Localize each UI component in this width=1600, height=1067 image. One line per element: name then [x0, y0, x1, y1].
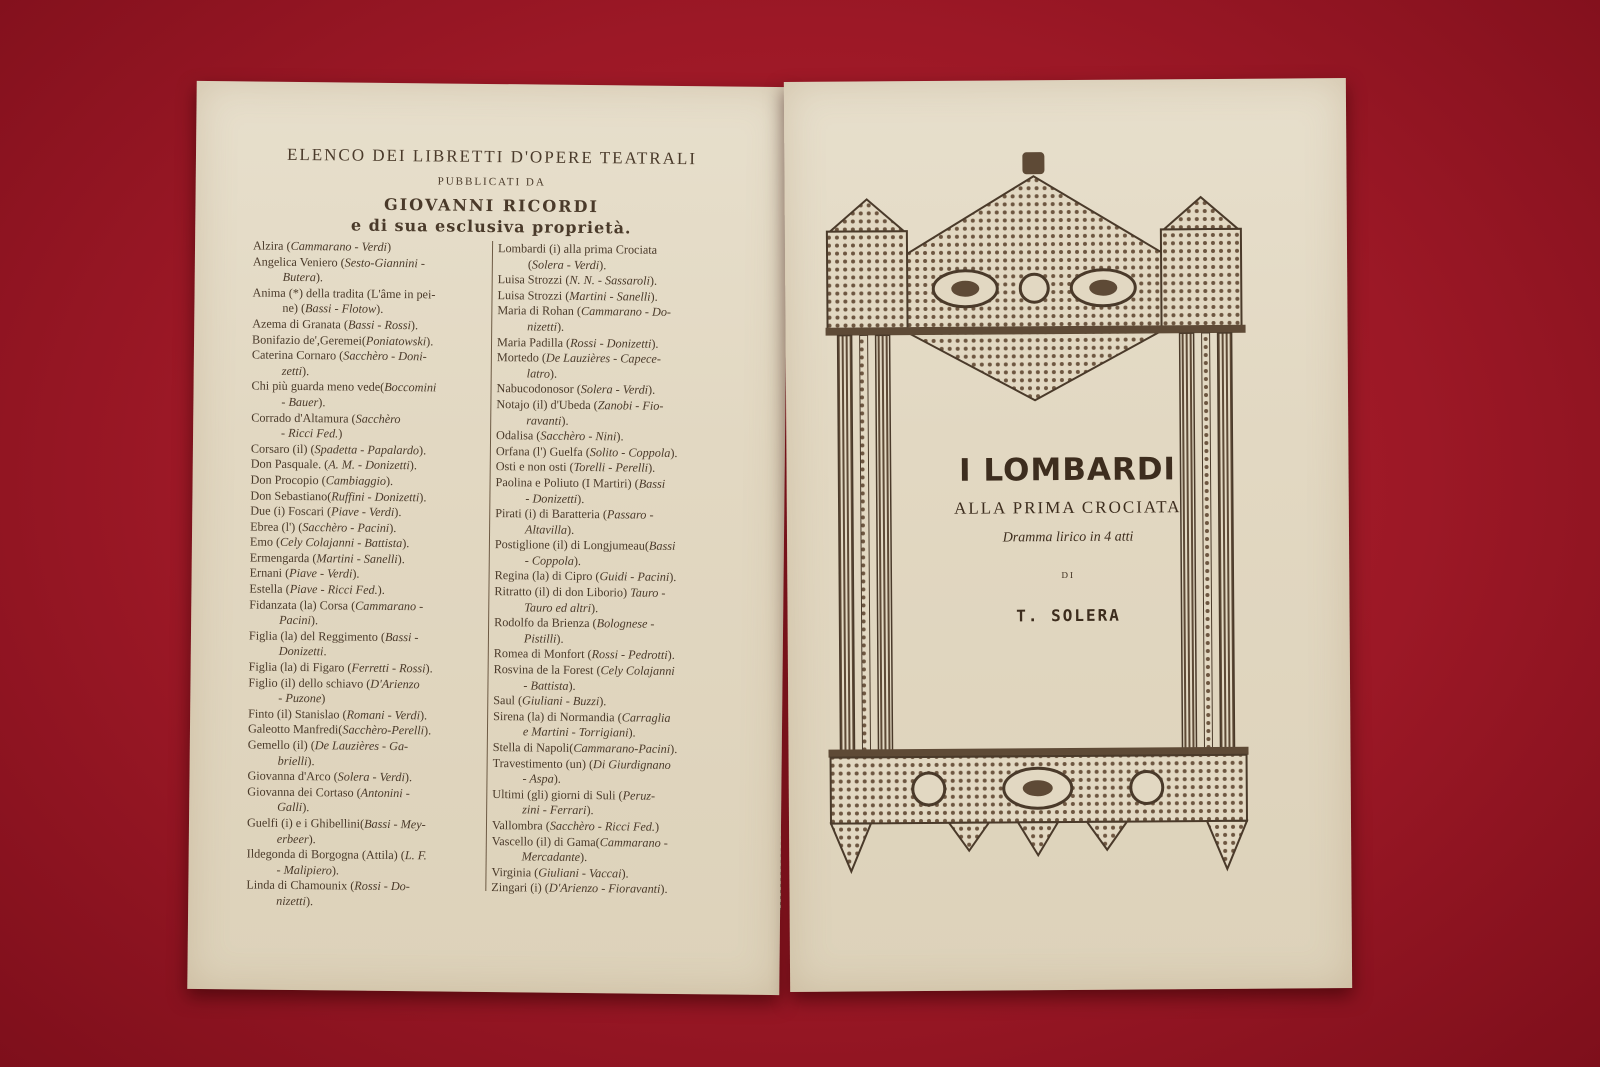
libretto-title: Corrado d'Altamura ( — [251, 410, 356, 426]
libretto-title: Rosvina de la Forest ( — [493, 662, 601, 678]
libretto-authors: - Donizetti — [525, 490, 578, 506]
libretto-title: Luisa Strozzi ( — [497, 272, 570, 288]
libretto-authors: Donizetti — [278, 644, 324, 659]
libretto-end: ). — [573, 553, 582, 568]
libretto-end: ). — [352, 567, 360, 582]
libretto-authors: latro — [526, 366, 551, 381]
libretto-authors: - Puzone — [278, 691, 322, 706]
opera-title: I LOMBARDI — [958, 451, 1177, 489]
libretto-title: Figlio (il) dello schiavo ( — [248, 675, 371, 691]
libretto-title: Ernani ( — [249, 565, 290, 581]
libretto-end: ). — [650, 289, 658, 304]
libretto-title: Stella di Napoli( — [492, 740, 574, 755]
libretto-entry — [246, 893, 486, 911]
libretto-title: Figlia (la) del Reggimento ( — [248, 628, 386, 644]
libretto-authors: ravanti — [526, 412, 562, 428]
libretto-end: ). — [667, 648, 675, 663]
libretto-end: ). — [402, 536, 410, 551]
libretto-authors: Rossi - Donizetti — [570, 335, 652, 351]
libretto-end: ). — [423, 723, 432, 738]
libretto-title: Vallombra ( — [491, 818, 550, 833]
libretto-end: ). — [409, 458, 418, 473]
libretto-title: Estella ( — [249, 581, 290, 596]
libretto-title: Ildegonda di Borgogna (Attila) ( — [246, 846, 405, 863]
libretto-title: Postiglione (il) di Longjumeau( — [494, 537, 650, 553]
libretto-authors: L. F. — [404, 848, 427, 863]
opera-genre: Dramma lirico in 4 atti — [1002, 529, 1134, 546]
libretto-authors: Sacchèro — [355, 411, 401, 426]
libretto-end: ). — [305, 894, 314, 909]
libretto-authors: Pistilli — [523, 631, 557, 646]
libretto-title: Travestimento (un) ( — [492, 755, 594, 771]
libretto-title: Angelica Veniero ( — [252, 254, 345, 270]
libretto-authors: N. N. - Sassaroli — [569, 273, 651, 288]
libretto-authors: Giuliani - Buzzi — [522, 693, 600, 709]
libretto-authors: Boccomini — [384, 380, 437, 395]
libretto-title: Due (i) Foscari ( — [250, 503, 332, 519]
libretto-authors: Romani - Verdi — [346, 707, 421, 723]
libretto-authors: nizetti — [276, 893, 307, 909]
libretto-title: Finto (il) Stanislao ( — [248, 706, 347, 722]
libretto-title: Alzira ( — [252, 238, 291, 253]
libretto-end: ). — [556, 319, 565, 334]
libretto-end: ). — [649, 273, 658, 288]
libretto-authors: Antonini - — [360, 785, 410, 800]
libretto-authors: zetti — [281, 363, 303, 378]
libretto-end: ). — [556, 631, 564, 646]
libretto-authors: Altavilla — [525, 522, 568, 537]
left-tower-top — [827, 231, 908, 332]
libretto-end: ). — [651, 336, 659, 351]
libretto-authors: Spadetta - Papalardo — [314, 441, 420, 457]
libretto-authors: Ferretti - Rossi — [351, 660, 426, 676]
libretto-end: ). — [628, 725, 636, 740]
libretto-end: ). — [397, 551, 405, 567]
libretto-authors: Bassi - — [384, 629, 419, 645]
libretto-authors: Martini - Sanelli — [316, 551, 398, 566]
libretto-title: Saul ( — [493, 693, 523, 708]
libretto-authors: Sacchèro-Perelli — [342, 722, 425, 738]
top-crest — [894, 151, 1174, 401]
libretti-list-right — [491, 241, 738, 898]
libretto-title: Gemello (il) ( — [247, 737, 315, 753]
libretto-authors: - Coppola — [524, 553, 574, 568]
libretto-authors: Cammarano - — [355, 598, 424, 613]
libretto-authors: Solito - Coppola — [589, 444, 671, 460]
right-tower-top — [1161, 229, 1242, 330]
libretto-title: Rodolfo da Brienza ( — [494, 615, 597, 631]
left-page-catalogue — [187, 81, 788, 995]
libretto-title: Orfana (l') Guelfa ( — [495, 443, 590, 459]
libretto-authors: Solera - Verdi — [580, 382, 649, 398]
libretto-authors: Sesto-Giannini - — [344, 255, 426, 270]
libretto-authors: zini - Ferrari — [522, 802, 587, 818]
libretto-end: ). — [302, 800, 310, 815]
published-by-label: PUBBLICATI DA — [437, 175, 546, 189]
libretto-end: ) — [321, 691, 326, 706]
libretto-authors: - Battista — [523, 678, 569, 693]
libretto-authors: Sacchèro - Ricci Fed. — [549, 818, 656, 834]
libretto-end: ). — [394, 505, 402, 520]
libretto-title: Ermengarda ( — [249, 550, 317, 566]
libretto-title: Linda di Chamounix ( — [246, 877, 355, 893]
libretto-end: ) — [654, 819, 660, 834]
libretto-authors: Bassi - Flotow — [304, 301, 377, 317]
libretto-authors: - Aspa — [522, 771, 554, 786]
libretto-authors: Rossi - Do- — [354, 878, 410, 894]
libretto-end: ). — [404, 770, 413, 785]
libretto-authors: D'Arienzo - Fioravanti — [548, 881, 661, 897]
libretto-title: Nabucodonosor ( — [496, 381, 581, 397]
libretto-title: Odalisa ( — [496, 428, 541, 443]
libretto-title: Notajo (il) d'Ubeda ( — [496, 397, 598, 413]
libretto-end: ). — [670, 445, 678, 460]
libretto-authors: Solera - Verdi — [337, 769, 406, 785]
libretto-title: Azema di Granata ( — [252, 316, 349, 332]
libretto-end: ). — [648, 460, 656, 476]
libretto-entry — [491, 880, 731, 898]
libretto-end: ). — [591, 600, 599, 615]
libretto-authors: Rossi - Pedrotti — [591, 647, 668, 663]
libretto-authors: Cely Colajanni - Battista — [279, 535, 403, 551]
libretto-title: Figlia (la) di Figaro ( — [248, 659, 352, 675]
libretto-authors: nizetti — [527, 319, 558, 334]
libretto-title: Don Pasquale. ( — [250, 456, 329, 472]
libretto-authors: De Lauzières - Ga- — [314, 738, 409, 754]
libretto-authors: D'Arienzo — [370, 676, 420, 691]
libretto-authors: Giuliani - Vaccai — [538, 865, 622, 881]
libretto-title: Mortedo ( — [496, 350, 547, 365]
libretto-authors: Sacchèro - Pacini — [302, 519, 390, 535]
libretto-authors: Tauro - — [630, 585, 666, 600]
libretto-authors: Guidi - Pacini — [599, 569, 670, 585]
publisher-name: GIOVANNI RICORDI — [383, 194, 599, 217]
libretto-title: Giovanna dei Cortaso ( — [247, 784, 361, 800]
libretto-end: ). — [648, 383, 656, 398]
libretto-title: Giovanna d'Arco ( — [247, 768, 338, 784]
libretto-title: ne) ( — [282, 301, 306, 316]
libretto-title: Galeotto Manfredi( — [247, 721, 343, 737]
libretto-authors: erbeer — [276, 831, 309, 846]
librettist-name: T. SOLERA — [1016, 605, 1121, 626]
libretto-end: ). — [426, 333, 434, 348]
libretto-authors: Galli — [277, 800, 303, 815]
catalogue-heading: ELENCO DEI LIBRETTI D'OPERE TEATRALI — [286, 144, 698, 169]
libretto-end: ). — [318, 395, 326, 410]
libretto-title: Bonifazio de',Geremei( — [251, 332, 367, 348]
libretto-title: Chi più guarda meno vede( — [251, 378, 385, 395]
libretto-title: Maria di Rohan ( — [497, 303, 582, 319]
by-label: DI — [1061, 569, 1076, 581]
libretto-authors: Cammarano - Do- — [580, 304, 672, 320]
libretto-authors: - Bauer — [281, 394, 319, 410]
libretto-authors: Butera — [282, 270, 316, 285]
libretto-end: ). — [315, 270, 324, 285]
libretto-title: Vascello (il) di Gama( — [491, 833, 600, 849]
libretto-title: Caterina Cornaro ( — [251, 347, 344, 363]
libretto-authors: De Lauzières - Capece- — [545, 350, 662, 366]
libretto-end: ). — [418, 442, 427, 458]
libretto-end: ). — [586, 803, 594, 818]
libretto-authors: Bassi — [648, 538, 676, 554]
libretto-title: Regina (la) di Cipro ( — [494, 568, 600, 584]
libretto-title: Paolina e Poliuto (I Martiri) ( — [495, 474, 639, 491]
libretto-authors: Ruffini - Donizetti — [331, 488, 420, 504]
libretti-list-left — [246, 239, 493, 912]
libretto-authors: Carraglia — [621, 710, 671, 725]
libretto-authors: Piave - Ricci Fed. — [289, 581, 378, 597]
libretto-end: ). — [567, 522, 575, 537]
libretto-authors: - Ricci Fed. — [281, 425, 339, 441]
libretto-end: ). — [616, 429, 624, 444]
rights-notice: e di sua esclusiva proprietà. — [350, 215, 632, 238]
libretto-title: Romea di Monfort ( — [493, 646, 592, 662]
libretto-authors: Peruz- — [622, 788, 656, 803]
libretto-authors: Cammarano - — [599, 834, 668, 850]
libretto-title: Anima (*) della tradita (L'âme in pei- — [252, 285, 436, 302]
libretto-title: Don Sebastiano( — [250, 488, 332, 503]
libretto-authors: Piave - Verdi — [331, 504, 395, 520]
libretto-authors: Solera - Verdi — [531, 257, 600, 272]
libretto-end: ). — [670, 741, 678, 756]
libretto-title: Ebrea (l') ( — [250, 519, 303, 534]
libretto-title: Ritratto (il) di don Liborio) — [494, 584, 631, 600]
libretto-end: ). — [419, 489, 427, 504]
libretto-authors: Bassi - Rossi — [347, 317, 412, 333]
libretto-authors: Torelli - Perelli — [573, 460, 649, 475]
libretto-authors: Passaro - — [606, 507, 654, 522]
libretto-authors: Cambiaggio — [325, 473, 387, 488]
libretto-end: ). — [389, 520, 397, 535]
libretto-authors: Bolognese - — [596, 616, 655, 631]
libretto-end: ). — [621, 866, 629, 881]
libretto-end: ) — [338, 426, 343, 441]
libretto-end: ). — [599, 257, 607, 272]
libretto-end: ). — [331, 863, 340, 878]
libretto-authors: Sacchèro - Nini — [540, 428, 617, 444]
libretto-end: ). — [553, 771, 561, 786]
libretto-title: Corsaro (il) ( — [250, 441, 315, 456]
libretto-title: ( — [527, 256, 533, 272]
libretto-end: ). — [301, 363, 310, 378]
libretto-authors: Cely Colajanni — [600, 663, 675, 678]
libretto-authors: Mercadante — [521, 849, 581, 865]
libretto-authors: Poniatowski — [365, 333, 427, 348]
libretto-title: Guelfi (i) e i Ghibellini( — [246, 815, 365, 831]
libretto-authors: - Malipiero — [276, 862, 332, 878]
libretto-authors: Di Giurdignano — [592, 756, 671, 772]
libretto-end: ). — [410, 318, 419, 333]
libretto-authors: e Martini - Torrigiani — [522, 724, 629, 740]
libretto-end: ). — [310, 613, 319, 628]
libretto-title: Ultimi (gli) giorni di Suli ( — [492, 786, 623, 803]
libretto-end: ). — [568, 678, 576, 693]
libretto-authors: Cammarano - Verdi — [290, 238, 388, 254]
libretto-title: Maria Padilla ( — [496, 334, 571, 350]
opera-subtitle: ALLA PRIMA CROCIATA — [954, 497, 1182, 518]
libretto-authors: A. M. - Donizetti — [328, 457, 410, 473]
libretto-authors: Martini - Sanelli — [569, 288, 651, 304]
libretto-authors: Cammarano-Pacini — [573, 740, 671, 756]
libretto-title: Luisa Strozzi ( — [497, 287, 570, 303]
libretto-end: ). — [425, 661, 433, 676]
libretto-end: ). — [419, 708, 428, 723]
libretto-authors: Piave - Verdi — [289, 566, 353, 582]
libretto-authors: Sacchèro - Doni- — [343, 348, 427, 364]
libretto-end: ). — [599, 694, 607, 709]
right-page-title — [784, 78, 1352, 992]
libretto-authors: Tauro ed altri — [524, 600, 592, 615]
libretto-end: ). — [669, 570, 677, 585]
libretto-end: ). — [580, 850, 588, 865]
libretto-title: Don Procopio ( — [250, 472, 326, 488]
libretto-title: Zingari (i) ( — [491, 880, 549, 895]
libretto-end: ). — [376, 302, 384, 317]
libretto-end: ). — [660, 882, 668, 897]
libretto-end: ). — [549, 366, 558, 381]
libretto-end: ) — [386, 239, 392, 254]
libretto-authors: Bassi - Mey- — [364, 816, 426, 832]
libretto-title: Osti e non osti ( — [495, 459, 574, 475]
libretto-authors: Zanobi - Fio- — [597, 398, 664, 413]
libretto-end: ). — [561, 413, 569, 428]
libretto-title: Fidanzata (la) Corsa ( — [249, 597, 356, 613]
libretto-end: ). — [377, 582, 385, 597]
libretto-authors: brielli — [277, 753, 308, 768]
libretto-end: ). — [308, 831, 316, 846]
libretto-title: Virginia ( — [491, 864, 539, 880]
libretto-title: Lombardi (i) alla prima Crociata — [497, 241, 658, 257]
libretto-end: ). — [307, 753, 315, 768]
libretto-authors: Pacini — [279, 613, 312, 628]
libretto-authors: Bassi — [638, 476, 666, 491]
libretto-title: Emo ( — [249, 534, 281, 550]
libretto-title: Pirati (i) di Baratteria ( — [495, 506, 608, 522]
libretto-end: ). — [385, 473, 394, 488]
libretto-title: Sirena (la) di Normandia ( — [493, 708, 622, 725]
libretto-end: . — [323, 644, 327, 659]
libretto-end: ). — [577, 491, 585, 506]
